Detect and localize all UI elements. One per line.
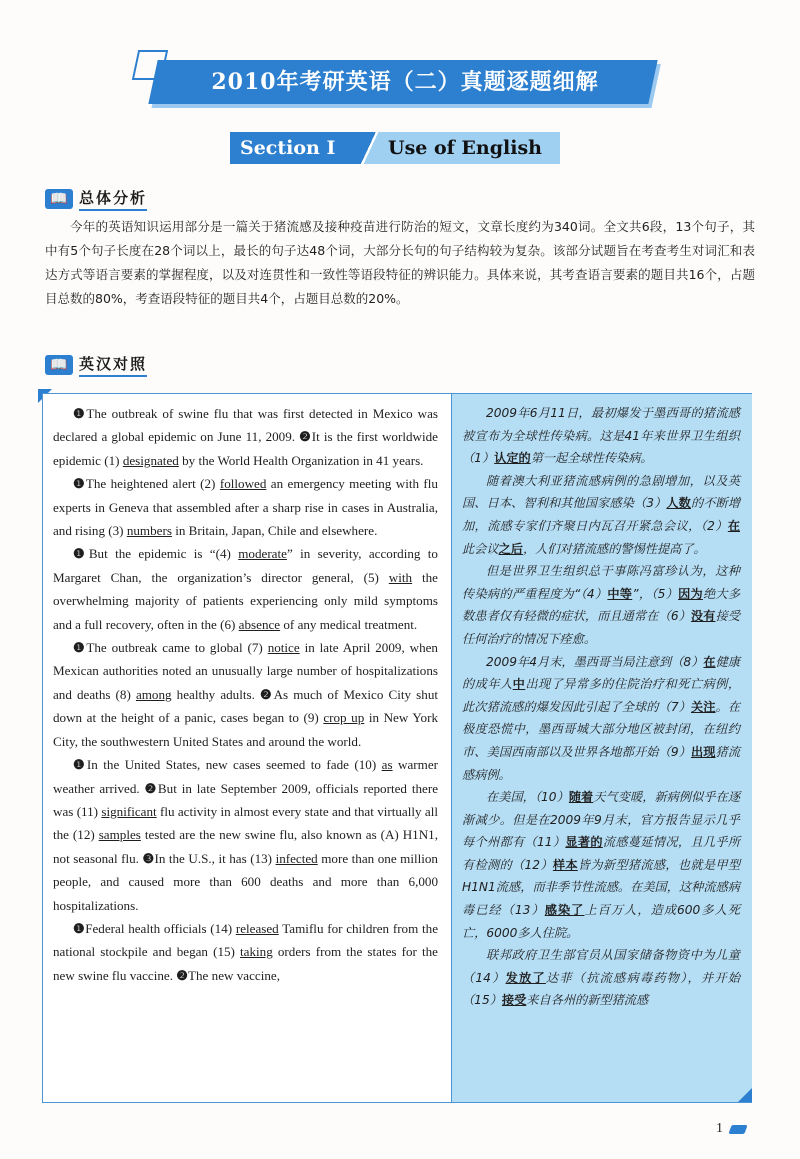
text-segment: 健康的成年人 xyxy=(462,654,740,692)
text-segment: orders from the states for the new swine flu vaccine. xyxy=(53,944,438,983)
text-segment: 绝大多数患者仅有轻微的症状，而且通常在（6） xyxy=(462,586,741,624)
text-segment: an emergency meeting with flu experts in Geneva that assembled after a sharp rise in cases in Australia, and rising (3) xyxy=(53,476,438,539)
sentence-number: ❷ xyxy=(259,686,274,702)
text-segment: flu activity in almost every state and that virtually all the (12) xyxy=(53,803,438,843)
en-paragraph xyxy=(53,472,438,542)
answer-word: moderate xyxy=(238,546,287,562)
en-paragraph xyxy=(53,753,438,917)
answer-word: as xyxy=(381,757,393,773)
answer-word: 关注 xyxy=(690,699,716,714)
answer-word: taking xyxy=(240,944,273,960)
answer-word: 接受 xyxy=(501,993,527,1008)
section-banner xyxy=(230,132,560,164)
answer-word: 感染了 xyxy=(544,903,585,918)
answer-word: 因为 xyxy=(678,586,703,601)
text-segment: In the U.S., it has (13) xyxy=(154,850,276,866)
text-segment: In the United States, new cases seemed to fade (10) xyxy=(86,757,382,773)
text-segment: 随着澳大利亚猪流感病例的急剧增加，以及英国、日本、智利和其他国家感染（3） xyxy=(462,473,740,511)
sentence-number: ❸ xyxy=(142,850,155,866)
text-segment: 但是世界卫生组织总干事陈冯富珍认为，这种传染病的严重程度为“（4） xyxy=(462,564,740,601)
text-segment: the overwhelming majority of patients experiencing only mild symptoms and a full recovery, often in the (6) xyxy=(53,569,438,632)
text-segment: 天气变暖，新病例似乎在逐渐减少。但是在2009年9月末，官方报告显示几乎每个州都有（11） xyxy=(462,790,741,850)
text-segment: Tamiflu for children from the national stockpile and began (15) xyxy=(53,920,439,960)
text-segment: 。在极度恐慌中，墨西哥城大部分地区被封闭，在纽约市、美国西南部以及世界各地都开始（9） xyxy=(462,699,741,759)
bilingual-panel xyxy=(42,393,752,1103)
text-segment: It is the first worldwide epidemic (1) xyxy=(53,429,438,468)
sentence-number: ❷ xyxy=(144,780,158,796)
chinese-column xyxy=(451,394,752,1102)
answer-word: designated xyxy=(122,452,179,468)
en-paragraph xyxy=(53,917,438,987)
page-number: 1 xyxy=(716,1121,723,1136)
answer-word: 没有 xyxy=(690,609,716,624)
text-segment: 的不断增加，流感专家们齐聚日内瓦召开紧急会议，（2） xyxy=(462,496,741,533)
answer-word: 认定的 xyxy=(494,451,531,466)
section-divider xyxy=(360,132,378,164)
answer-word: among xyxy=(135,686,172,702)
analysis-paragraph: 今年的英语知识运用部分是一篇关于猪流感及接种疫苗进行防治的短文，文章长度约为340词。全文共6段，13个句子，其中有5个句子长度在28个词以上，最长的句子达48个词，大部分长句的句子结构较为复杂。该部分试题旨在考查考生对词汇和表达方式等语言要素的掌握程度，以及对连贯性和一致性等语段特征的辨识能力。具体来说，其考查语言要素的题目共16个，占题目总数的80%，考查语段特征的题目共4个，占题目总数的20%。 xyxy=(45,219,755,306)
text-segment: by the World Health Organization in 41 years. xyxy=(178,452,424,468)
book-icon: 📖 xyxy=(45,189,73,209)
title-banner xyxy=(135,50,665,112)
zh-paragraph xyxy=(462,944,740,1012)
english-column xyxy=(43,394,451,1102)
text-segment: 上百万人，造成600多人死亡，6000多人住院。 xyxy=(462,903,741,940)
zh-paragraph xyxy=(462,651,740,787)
analysis-heading-label: 总体分析 xyxy=(79,187,147,211)
answer-word: 中等 xyxy=(607,586,633,601)
text-segment: Federal health officials (14) xyxy=(85,920,236,936)
sentence-number: ❷ xyxy=(176,967,189,983)
answer-word: notice xyxy=(267,640,300,656)
text-segment: of any medical treatment. xyxy=(280,616,418,632)
text-segment: in Britain, Japan, Chile and elsewhere. xyxy=(171,523,378,539)
text-segment: The new vaccine, xyxy=(188,967,280,983)
answer-word: absence xyxy=(238,616,281,632)
text-segment: ”，（5） xyxy=(632,586,679,601)
sentence-number: ❶ xyxy=(73,640,87,656)
text-segment: 皆为新型猪流感，也就是甲型H1N1流感，而非季节性流感。在美国，这种流感病毒已经（13） xyxy=(462,857,741,918)
page-marker-icon xyxy=(728,1125,747,1134)
en-paragraph xyxy=(53,542,438,636)
answer-word: 显著的 xyxy=(565,835,603,850)
answer-word: with xyxy=(388,569,413,585)
text-segment: tested are the new swine flu, also known as (A) H1N1, not seasonal flu. xyxy=(53,827,438,866)
answer-word: 随着 xyxy=(568,790,594,805)
section-title: Use of English xyxy=(378,132,560,164)
zh-paragraph xyxy=(462,402,740,470)
text-segment: 猪流感病例。 xyxy=(462,744,741,782)
sentence-number: ❶ xyxy=(73,546,89,562)
text-segment: The outbreak of swine flu that was first detected in Mexico was declared a global epidemic on June 11, 2009. xyxy=(53,406,438,445)
answer-word: 样本 xyxy=(552,857,578,872)
text-segment: in New York City, the southwestern United States and around the world. xyxy=(53,710,439,749)
text-segment: The heightened alert (2) xyxy=(85,476,220,492)
zh-paragraph xyxy=(462,786,740,944)
text-segment: 来自各州的新型猪流感 xyxy=(526,993,649,1008)
sentence-number: ❶ xyxy=(73,757,87,773)
text-segment: warmer weather arrived. xyxy=(53,757,438,796)
answer-word: 在 xyxy=(703,654,716,669)
text-segment: more than one million people, and caused more than 600 deaths and more than 6,000 hospitalizations. xyxy=(53,850,438,913)
sentence-number: ❷ xyxy=(299,429,312,445)
text-segment: healthy adults. xyxy=(171,686,260,702)
text-segment: But the epidemic is “(4) xyxy=(88,546,239,562)
text-segment: ，人们对猪流感的警惕性提高了。 xyxy=(522,541,706,556)
text-segment: 达菲（抗流感病毒药物），并开始（15） xyxy=(462,970,740,1008)
analysis-heading xyxy=(45,187,147,211)
answer-word: 人数 xyxy=(666,496,691,511)
answer-word: released xyxy=(235,920,279,936)
answer-word: crop up xyxy=(323,710,365,726)
text-segment: 在美国，（10） xyxy=(486,790,569,805)
section-number: Section Ⅰ xyxy=(230,132,360,164)
answer-word: significant xyxy=(101,803,157,819)
text-segment: 2009年6月11日，最初爆发于墨西哥的猪流感被宣布为全球性传染病。这是41年来世界卫生组织（1） xyxy=(462,406,740,466)
english-text xyxy=(53,402,438,987)
answer-word: infected xyxy=(275,850,318,866)
text-segment: ” in severity, according to Margaret Chan, the organization’s director general, (5) xyxy=(53,546,438,585)
answer-word: 在 xyxy=(727,518,740,533)
text-segment: 此会议 xyxy=(462,541,499,556)
zh-paragraph xyxy=(462,470,740,560)
answer-word: samples xyxy=(98,827,141,843)
answer-word: followed xyxy=(219,476,267,492)
en-paragraph xyxy=(53,402,438,472)
text-segment: 出现了异常多的住院治疗和死亡病例，此次猪流感的爆发因此引起了全球的（7） xyxy=(462,677,741,714)
answer-word: 发放了 xyxy=(505,970,546,985)
text-segment: The outbreak came to global (7) xyxy=(86,640,268,656)
text-segment: 流感蔓延情况，且几乎所有检测的（12） xyxy=(462,835,741,872)
text-segment: But in late September 2009, officials reported there was (11) xyxy=(53,780,439,819)
answer-word: numbers xyxy=(126,523,172,539)
text-segment: 联邦政府卫生部官员从国家储备物资中为儿童（14） xyxy=(462,948,740,985)
chinese-text xyxy=(462,402,740,1012)
text-segment: 第一起全球性传染病。 xyxy=(530,451,653,466)
panel-corner-decoration xyxy=(738,1088,752,1102)
text-segment: As much of Mexico City shut down at the height of a panic, cases began to (9) xyxy=(53,686,438,726)
sentence-number: ❶ xyxy=(73,406,87,421)
text-segment: 接受任何治疗的情况下痊愈。 xyxy=(462,609,741,646)
compare-heading xyxy=(45,353,147,377)
sentence-number: ❶ xyxy=(73,920,86,936)
text-segment: in late April 2009, when Mexican authorities noted an unusually large number of hospitalizations and deaths (8) xyxy=(53,640,438,702)
zh-paragraph xyxy=(462,560,740,650)
answer-word: 中 xyxy=(512,677,526,692)
text-segment: 2009年4月末，墨西哥当局注意到（8） xyxy=(486,654,704,669)
sentence-number: ❶ xyxy=(73,476,86,492)
book-icon: 📖 xyxy=(45,355,73,375)
compare-heading-label: 英汉对照 xyxy=(79,353,147,377)
answer-word: 之后 xyxy=(498,541,523,556)
answer-word: 出现 xyxy=(690,744,716,759)
page-title: 2010年考研英语（二）真题逐题细解 xyxy=(211,69,599,95)
en-paragraph xyxy=(53,636,438,753)
